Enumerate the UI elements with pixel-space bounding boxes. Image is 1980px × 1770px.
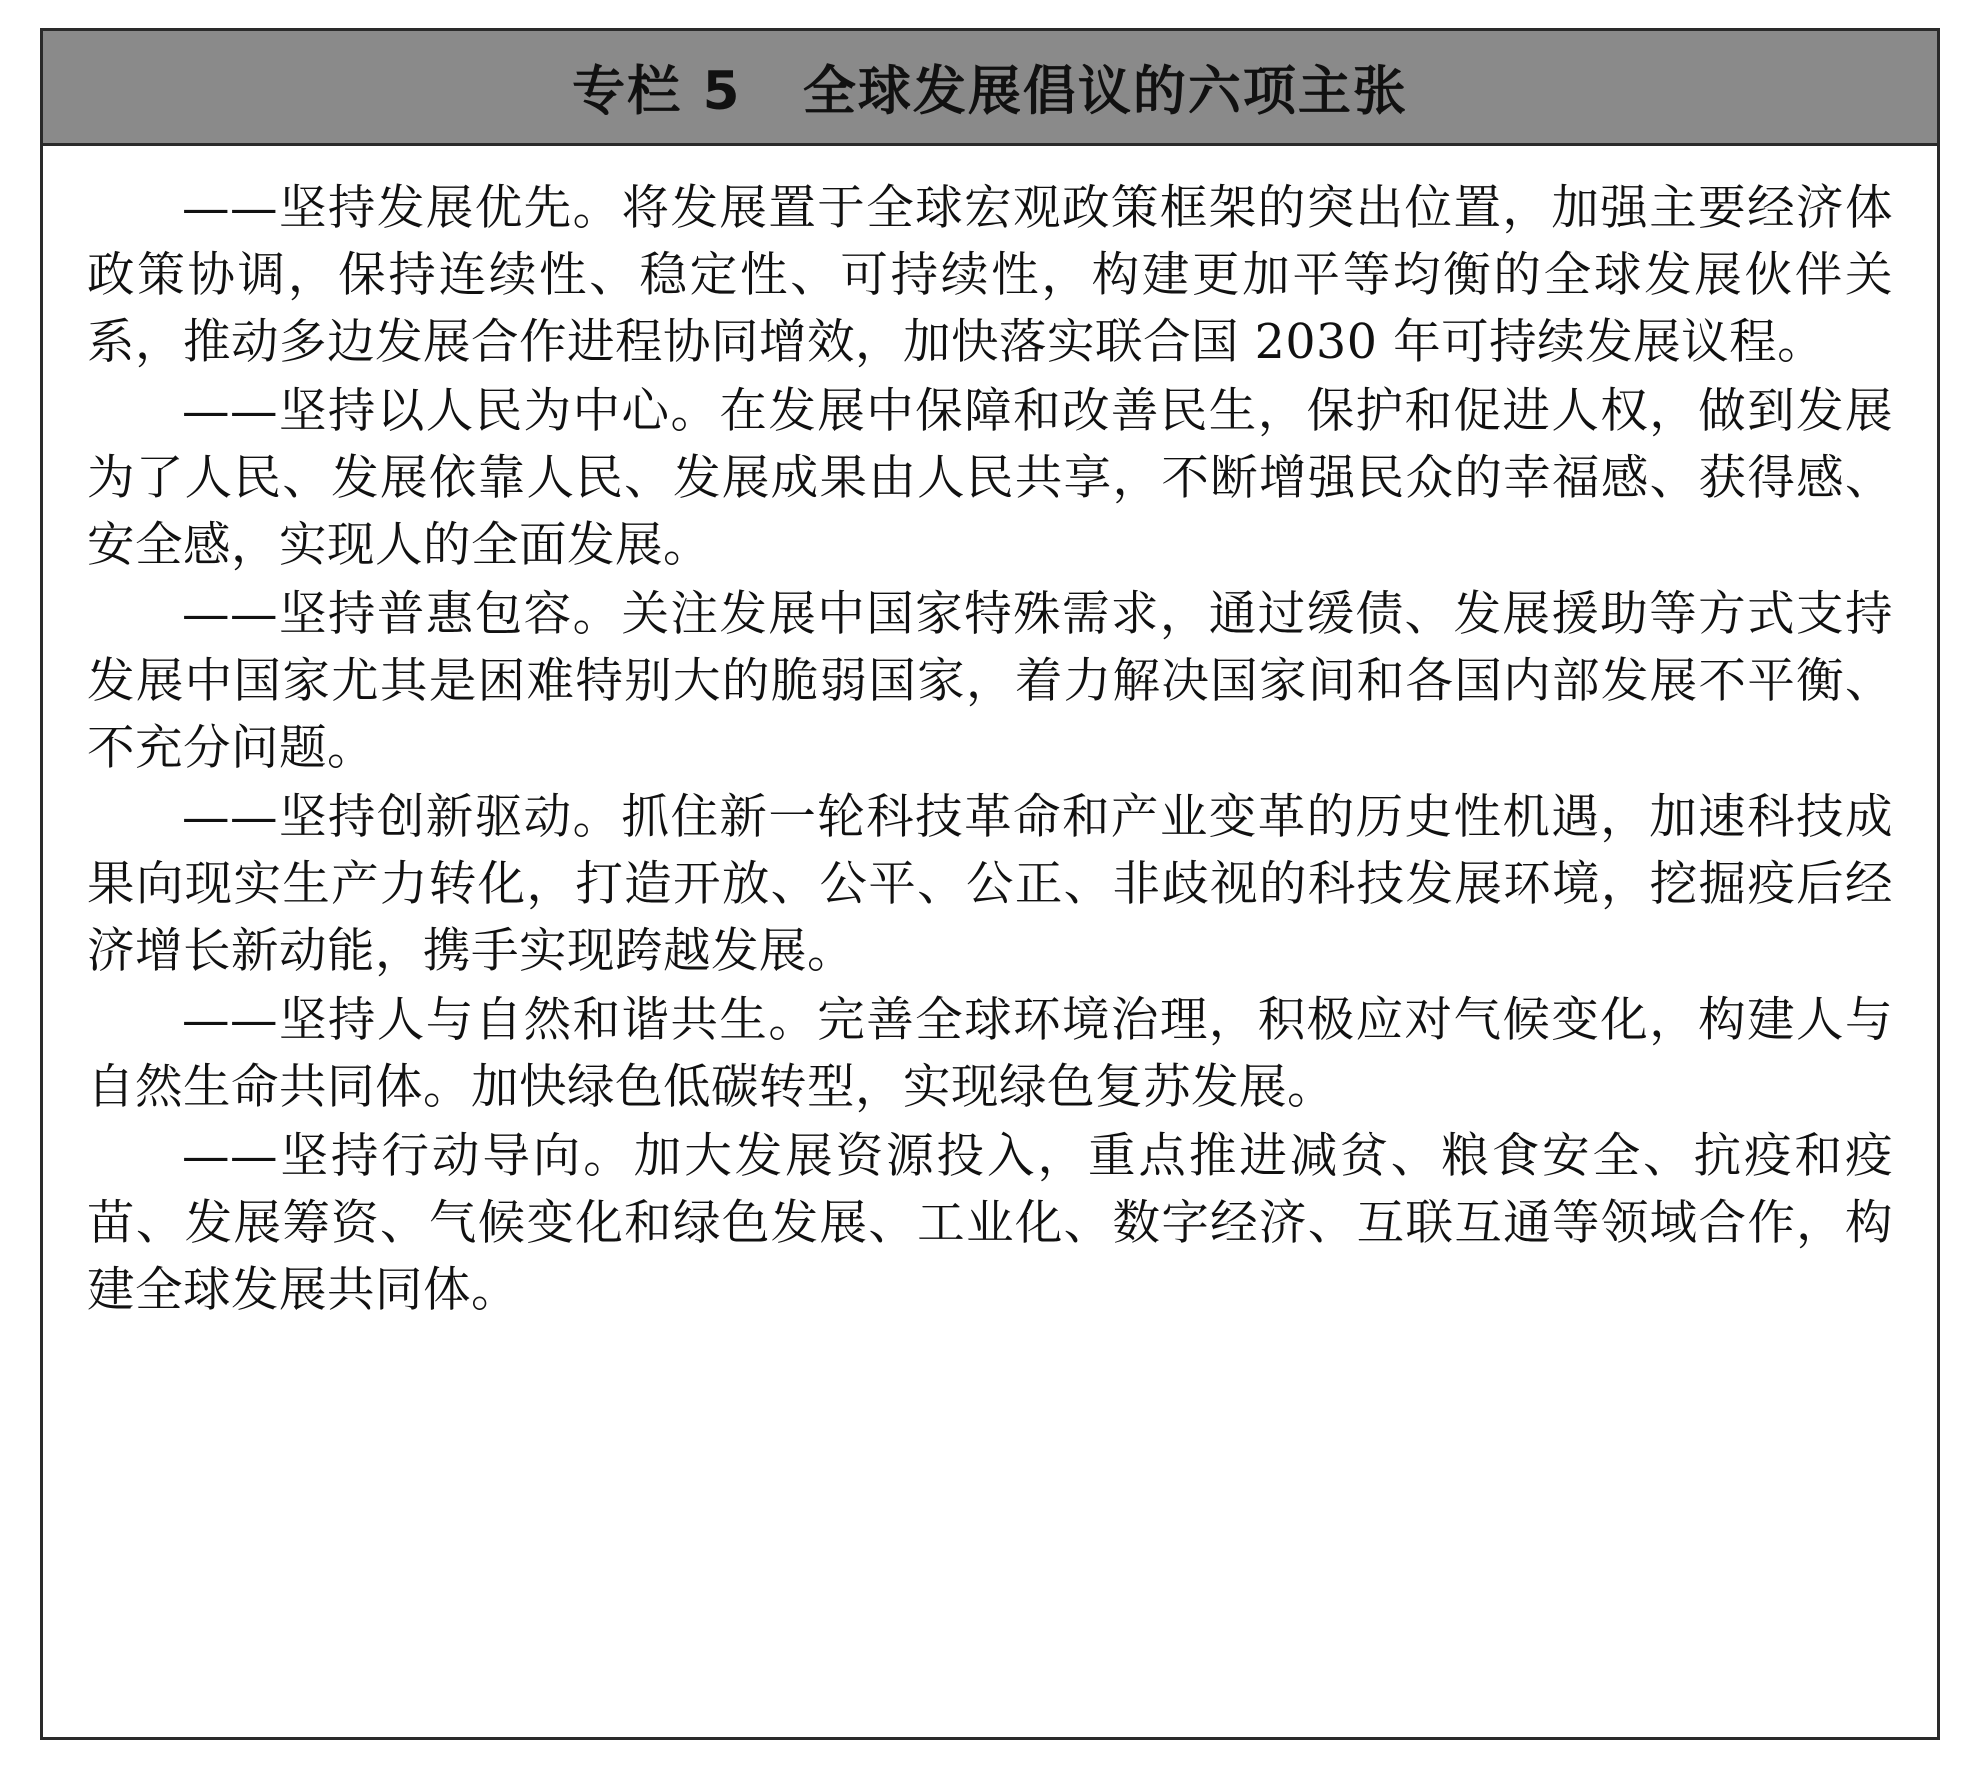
paragraph: ——坚持行动导向。加大发展资源投入，重点推进减贫、粮食安全、抗疫和疫苗、发展筹资、气候变化和绿色发展、工业化、数字经济、互联互通等领域合作，构建全球发展共同体。 [87, 1128, 1893, 1318]
callout-box-body [43, 146, 1937, 1737]
callout-box-header [43, 31, 1937, 146]
paragraph: ——坚持发展优先。将发展置于全球宏观政策框架的突出位置，加强主要经济体政策协调，保持连续性、稳定性、可持续性，构建更加平等均衡的全球发展伙伴关系，推动多边发展合作进程协同增效，加快落实联合国 2030 年可持续发展议程。 [87, 181, 1893, 370]
paragraph: ——坚持以人民为中心。在发展中保障和改善民生，保护和促进人权，做到发展为了人民、发展依靠人民、发展成果由人民共享，不断增强民众的幸福感、获得感、安全感，实现人的全面发展。 [87, 383, 1893, 573]
callout-box-title: 专栏 5 全球发展倡议的六项主张 [572, 61, 1408, 122]
callout-box [40, 28, 1940, 1740]
paragraph: ——坚持人与自然和谐共生。完善全球环境治理，积极应对气候变化，构建人与自然生命共同体。加快绿色低碳转型，实现绿色复苏发展。 [87, 992, 1893, 1115]
paragraph: ——坚持普惠包容。关注发展中国家特殊需求，通过缓债、发展援助等方式支持发展中国家尤其是困难特别大的脆弱国家，着力解决国家间和各国内部发展不平衡、不充分问题。 [87, 586, 1893, 776]
paragraph: ——坚持创新驱动。抓住新一轮科技革命和产业变革的历史性机遇，加速科技成果向现实生产力转化，打造开放、公平、公正、非歧视的科技发展环境，挖掘疫后经济增长新动能，携手实现跨越发展。 [87, 789, 1893, 979]
